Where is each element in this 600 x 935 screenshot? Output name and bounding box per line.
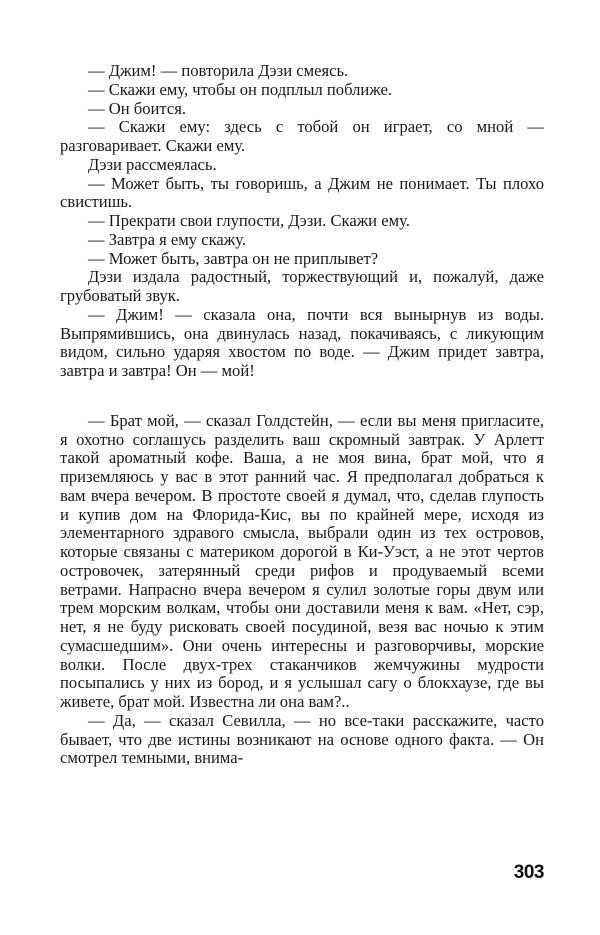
page-body: [60, 62, 544, 768]
page-number: 303: [513, 862, 544, 883]
section-goldstein: [60, 412, 544, 768]
paragraph: — Джим! — повторила Дэзи смеясь.: [88, 61, 349, 80]
paragraph: — Брат мой, — сказал Голдстейн, — если вы меня пригласите, я охотно соглашусь разделить ваш скромный завтрак. У Арлетт такой ароматный кофе. Ваша, а не моя вина, брат мой, что я приземляюсь у вас в этот ранний час. Я предполагал добраться к вам вчера вечером. В простоте своей я думал, что, сделав глупость и купив дом на Флорида-Кис, вы по крайней мере, исходя из элементарного здравого смысла, выбрали один из тех островов, которые связаны с материком дорогой в Ки-Уэст, а не этот чертов островочек, затерянный среди рифов и продуваемый всеми ветрами. Напрасно вчера вечером я сулил золотые горы двум или трем морским волкам, чтобы они доставили меня к вам. «Нет, сэр, нет, я не буду рисковать своей посудиной, везя вас ночью к этим сумасшедшим». Они очень интересны и разговорчивы, морские волки. После двух-трех стаканчиков жемчужины мудрости посыпались у них из бород, и я услышал сагу о блокхаузе, где вы живете, брат мой. Известна ли она вам?..: [60, 410, 544, 711]
section-dialogue: [60, 62, 544, 381]
paragraph: — Да, — сказал Севилла, — но все-таки расскажите, часто бывает, что две истины возникают на основе одного факта. — Он смотрел темными, внима-: [60, 710, 544, 768]
section-break: [60, 381, 544, 412]
paragraph: — Может быть, завтра он не приплывет?: [88, 248, 379, 268]
paragraph: — Скажи ему: здесь с тобой он играет, со мной — разговаривает. Скажи ему.: [60, 117, 544, 155]
paragraph: — Прекрати свои глупости, Дэзи. Скажи ему.: [88, 211, 410, 230]
paragraph: Дэзи издала радостный, торжествующий и, пожалуй, даже грубоватый звук.: [60, 267, 544, 305]
paragraph: — Может быть, ты говоришь, а Джим не понимает. Ты плохо свистишь.: [60, 173, 544, 212]
paragraph: — Он боится.: [88, 98, 186, 118]
paragraph: — Завтра я ему скажу.: [88, 229, 246, 249]
paragraph: — Джим! — сказала она, почти вся вынырнув из воды. Выпрямившись, она двинулась назад, покачиваясь, с ликующим видом, сильно ударяя хвостом по воде. — Джим придет завтра, завтра и завтра! Он — мой!: [60, 304, 544, 380]
paragraph: Дэзи рассмеялась.: [88, 154, 217, 174]
paragraph: — Скажи ему, чтобы он подплыл поближе.: [88, 79, 393, 99]
